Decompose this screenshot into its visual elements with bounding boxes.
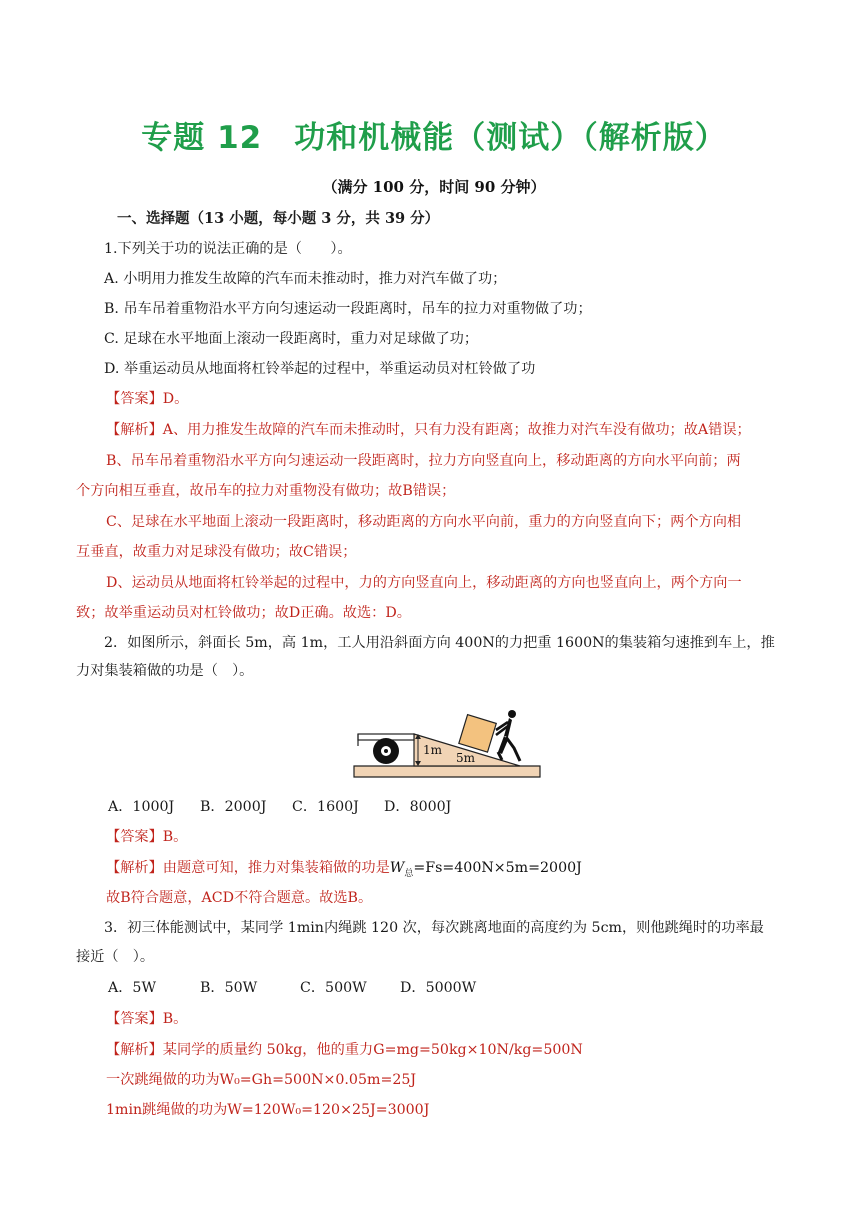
q3-analysis-line: 【解析】某同学的质量约 50kg，他的重力G=mg=50kg×10N/kg=500N (106, 1042, 583, 1058)
page-title: 专题 12 功和机械能（测试）（解析版） (141, 120, 727, 156)
formula-body: =Fs=400N×5m=2000J (413, 860, 582, 876)
q1-answer: 【答案】D。 (106, 391, 189, 407)
q3-answer: 【答案】B。 (106, 1011, 188, 1027)
q2-option-d: D．8000J (384, 799, 452, 815)
q2-stem: 2．如图所示，斜面长 5m，高 1m，工人用沿斜面方向 400N的力把重 1600N的集装箱匀速推到车上，推 (104, 635, 775, 651)
length-label: 5m (456, 751, 476, 765)
q1-analysis-line: 个方向相互垂直，故吊车的拉力对重物没有做功；故B错误； (76, 483, 456, 499)
q1-option-b: B. 吊车吊着重物沿水平方向匀速运动一段距离时，吊车的拉力对重物做了功； (104, 301, 592, 317)
exam-info: （满分 100 分，时间 90 分钟） (322, 178, 546, 196)
q2-answer: 【答案】B。 (106, 829, 188, 845)
incline-figure (352, 708, 542, 786)
q1-option-d: D. 举重运动员从地面将杠铃举起的过程中，举重运动员对杠铃做了功 (104, 361, 536, 377)
q3-analysis-line: 一次跳绳做的功为W₀=Gh=500N×0.05m=25J (106, 1072, 417, 1088)
q1-analysis-line: C、足球在水平地面上滚动一段距离时，移动距离的方向水平向前，重力的方向竖直向下；两个方向相 (106, 514, 742, 530)
formula-subscript: 总 (404, 868, 414, 879)
worker-icon (496, 710, 520, 761)
q3-option-a: A．5W (108, 980, 157, 996)
q2-analysis: 【解析】由题意可知，推力对集装箱做的功是$W_总=Fs=400N\times 5m=2000J$ (106, 860, 582, 879)
q3-options (108, 977, 476, 999)
q2-option-c: C．1600J (292, 799, 359, 815)
q1-analysis-line: 互垂直，故重力对足球没有做功；故C错误； (76, 544, 357, 560)
q1-stem: 1.下列关于功的说法正确的是（ ）。 (104, 241, 352, 257)
q3-option-d: D．5000W (400, 980, 477, 996)
q1-option-a: A. 小明用力推发生故障的汽车而未推动时，推力对汽车做了功； (104, 271, 507, 287)
q2-option-b: B．2000J (200, 799, 267, 815)
q1-analysis-line: 致；故举重运动员对杠铃做功；故D正确。故选：D。 (76, 605, 411, 621)
q3-analysis-line: 1min跳绳做的功为W=120W₀=120×25J=3000J (106, 1102, 430, 1118)
q2-options (108, 796, 451, 818)
q1-analysis-line: 【解析】A、用力推发生故障的汽车而未推动时，只有力没有距离；故推力对汽车没有做功；故A错误； (106, 422, 751, 438)
q3-stem: 接近（ ）。 (76, 949, 155, 965)
q2-stem: 力对集装箱做的功是（ ）。 (76, 663, 254, 679)
height-label: 1m (423, 743, 443, 757)
formula-symbol: W (389, 860, 405, 876)
q1-analysis-line: D、运动员从地面将杠铃举起的过程中，力的方向竖直向上，移动距离的方向也竖直向上，两个方向一 (106, 575, 742, 591)
q1-analysis-line: B、吊车吊着重物沿水平方向匀速运动一段距离时，拉力方向竖直向上，移动距离的方向水平向前；两 (106, 453, 741, 469)
crate-icon (459, 715, 496, 752)
q2-option-a: A．1000J (108, 799, 175, 815)
q1-option-c: C. 足球在水平地面上滚动一段距离时，重力对足球做了功； (104, 331, 479, 347)
q3-stem: 3．初三体能测试中，某同学 1min内绳跳 120 次，每次跳离地面的高度约为 5cm，则他跳绳时的功率最 (104, 920, 764, 936)
section-heading: 一、选择题（13 小题，每小题 3 分，共 39 分） (117, 210, 440, 227)
q3-option-b: B．50W (200, 980, 258, 996)
q3-option-c: C．500W (300, 980, 367, 996)
q2-analysis-conclusion: 故B符合题意，ACD不符合题意。故选B。 (106, 890, 373, 906)
